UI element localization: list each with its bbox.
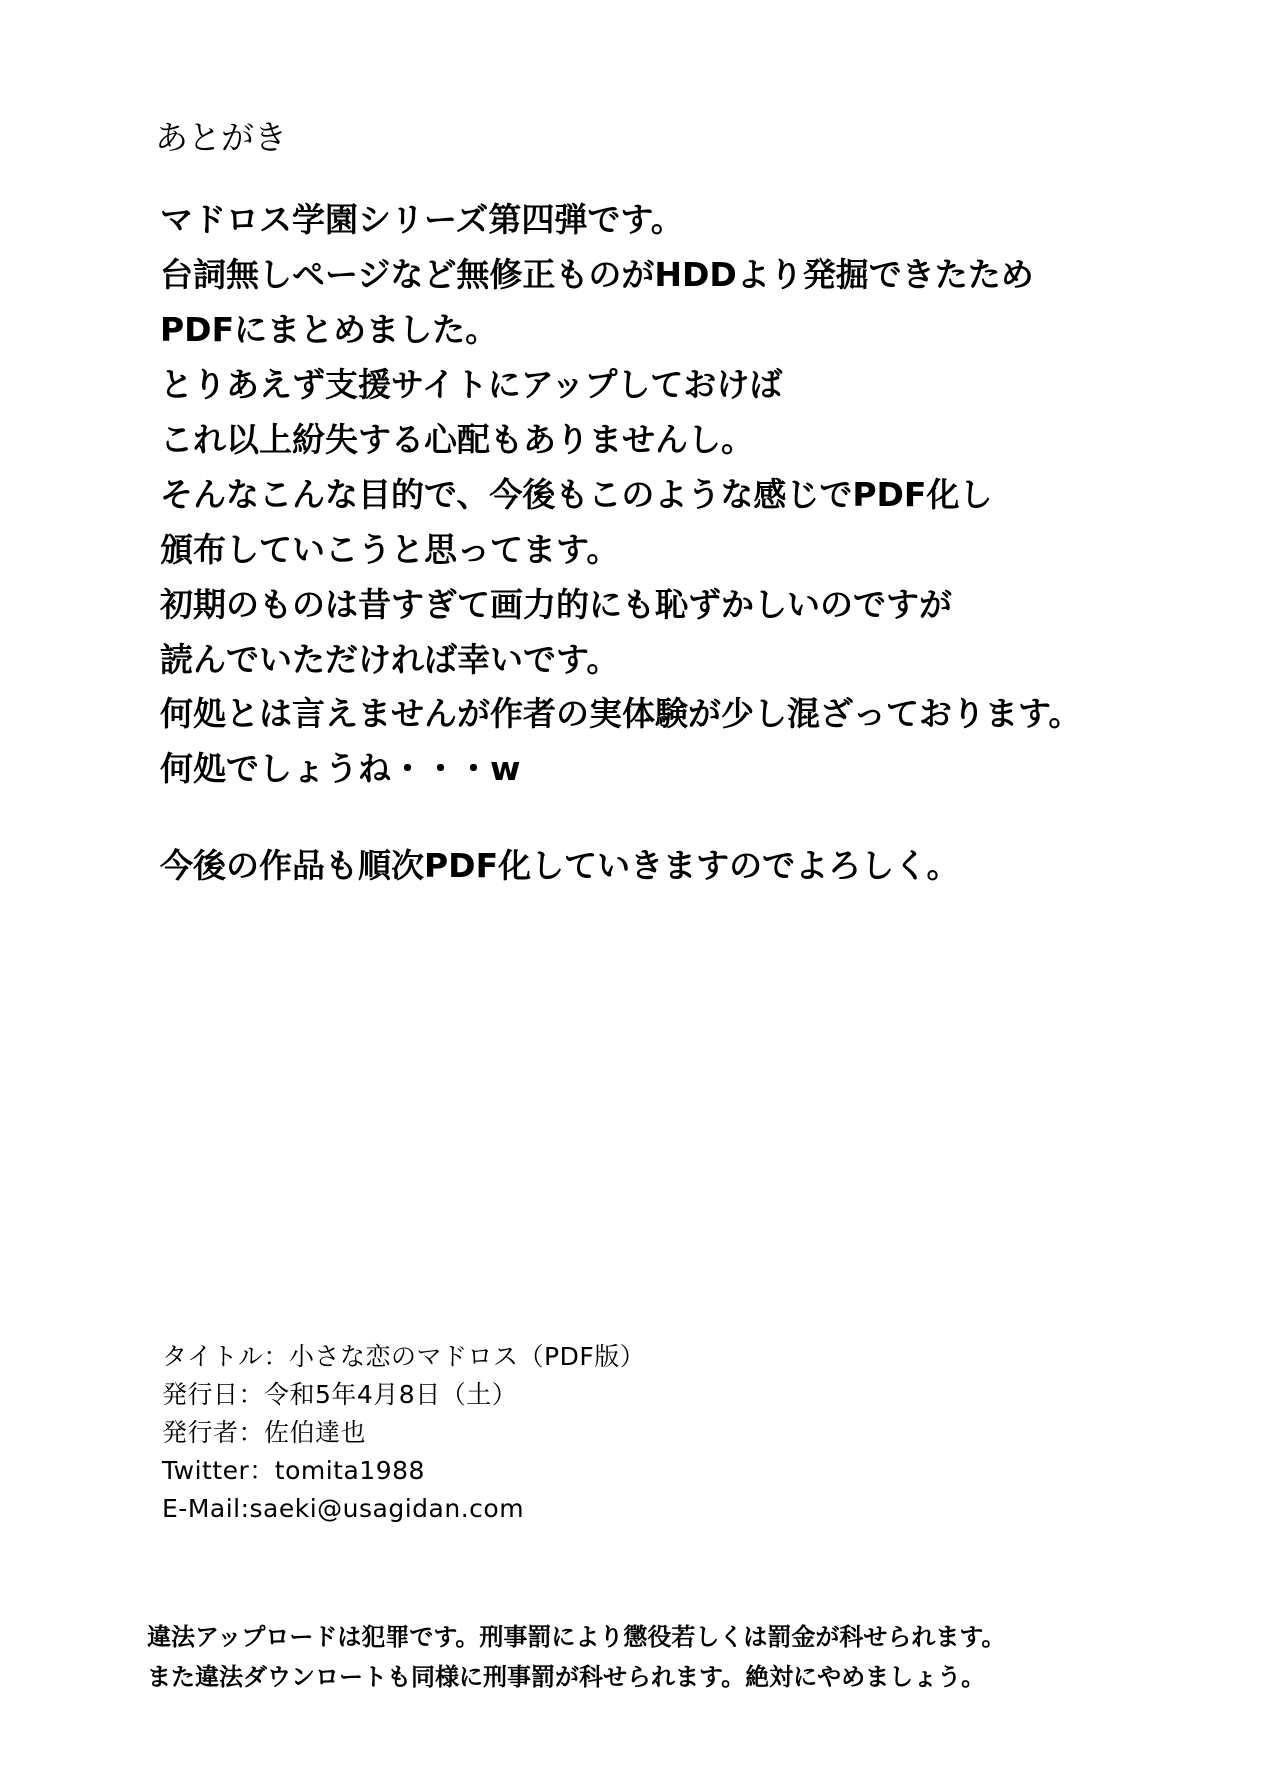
colophon-title: タイトル：小さな恋のマドロス（PDF版） [162, 1342, 646, 1371]
afterword-line: 何処とは言えませんが作者の実体験が少し混ざっております。 [160, 694, 1082, 733]
afterword-line: 台詞無しページなど無修正ものがHDDより発掘できたため [160, 255, 1034, 294]
colophon-email: E-Mail:saeki@usagidan.com [162, 1494, 525, 1523]
colophon-publisher: 発行者：佐伯達也 [162, 1418, 367, 1447]
afterword-line: 何処でしょうね・・・w [160, 749, 521, 788]
colophon-date: 発行日：令和5年4月8日（土） [162, 1380, 518, 1409]
afterword-paragraph-2 [160, 686, 1081, 796]
warning-line: 違法アップロードは犯罪です。刑事罰により懲役若しくは罰金が科せられます。 [147, 1623, 1006, 1651]
afterword-paragraph-3 [160, 838, 959, 893]
warning-line: また違法ダウンロートも同様に刑事罰が科せられます。絶対にやめましょう。 [147, 1663, 986, 1691]
piracy-warning [147, 1617, 1005, 1697]
afterword-paragraph-1 [160, 192, 1034, 687]
colophon-twitter: Twitter：tomita1988 [162, 1456, 425, 1485]
afterword-line: そんなこんな目的で、今後もこのような感じでPDF化し [160, 475, 993, 514]
page-title: あとがき [155, 118, 287, 157]
afterword-line: 頒布していこうと思ってます。 [160, 530, 620, 569]
afterword-line: PDFにまとめました。 [160, 310, 499, 349]
afterword-line: 初期のものは昔すぎて画力的にも恥ずかしいのですが [160, 585, 952, 624]
afterword-line: 今後の作品も順次PDF化していきますのでよろしく。 [160, 846, 960, 885]
afterword-line: マドロス学園シリーズ第四弾です。 [160, 200, 684, 239]
colophon [162, 1338, 645, 1528]
afterword-line: これ以上紛失する心配もありませんし。 [160, 420, 754, 459]
afterword-line: 読んでいただければ幸いです。 [160, 640, 620, 679]
afterword-line: とりあえず支援サイトにアップしておけば [160, 365, 783, 404]
